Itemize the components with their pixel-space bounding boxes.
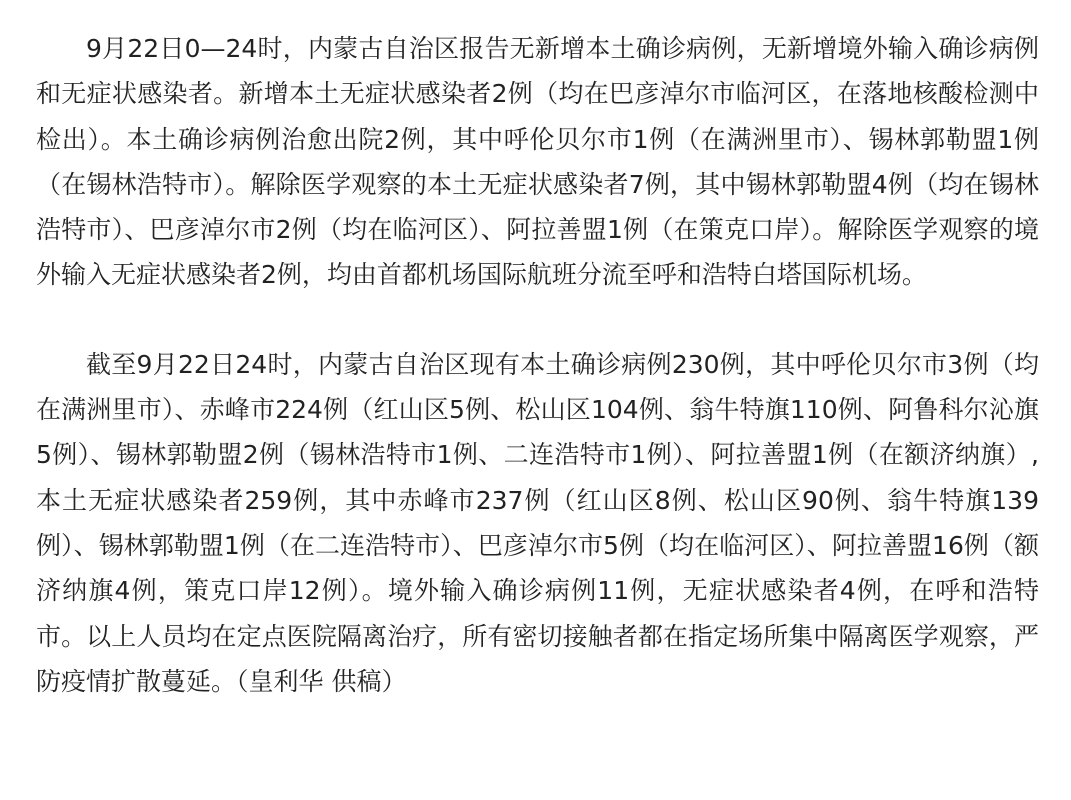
paragraph-cumulative-report: 截至9月22日24时，内蒙古自治区现有本土确诊病例230例，其中呼伦贝尔市3例（均在满洲里市）、赤峰市224例（红山区5例、松山区104例、翁牛特旗110例、阿鲁科尔沁旗5例）、锡林郭勒盟2例（锡林浩特市1例、二连浩特市1例）、阿拉善盟1例（在额济纳旗）,本土无症状感染者259例，其中赤峰市237例（红山区8例、松山区90例、翁牛特旗139例）、锡林郭勒盟1例（在二连浩特市）、巴彦淖尔市5例（均在临河区）、阿拉善盟16例（额济纳旗4例，策克口岸12例）。境外输入确诊病例11例，无症状感染者4例，在呼和浩特市。以上人员均在定点医院隔离治疗，所有密切接触者都在指定场所集中隔离医学观察，严防疫情扩散蔓延。（皇利华 供稿） <box>36 349 1039 696</box>
paragraph-daily-report: 9月22日0—24时，内蒙古自治区报告无新增本土确诊病例，无新增境外输入确诊病例和无症状感染者。新增本土无症状感染者2例（均在巴彦淖尔市临河区，在落地核酸检测中检出）。本土确诊病例治愈出院2例，其中呼伦贝尔市1例（在满洲里市）、锡林郭勒盟1例（在锡林浩特市）。解除医学观察的本土无症状感染者7例，其中锡林郭勒盟4例（均在锡林浩特市）、巴彦淖尔市2例（均在临河区）、阿拉善盟1例（在策克口岸）。解除医学观察的境外输入无症状感染者2例，均由首都机场国际航班分流至呼和浩特白塔国际机场。 <box>36 34 1039 290</box>
